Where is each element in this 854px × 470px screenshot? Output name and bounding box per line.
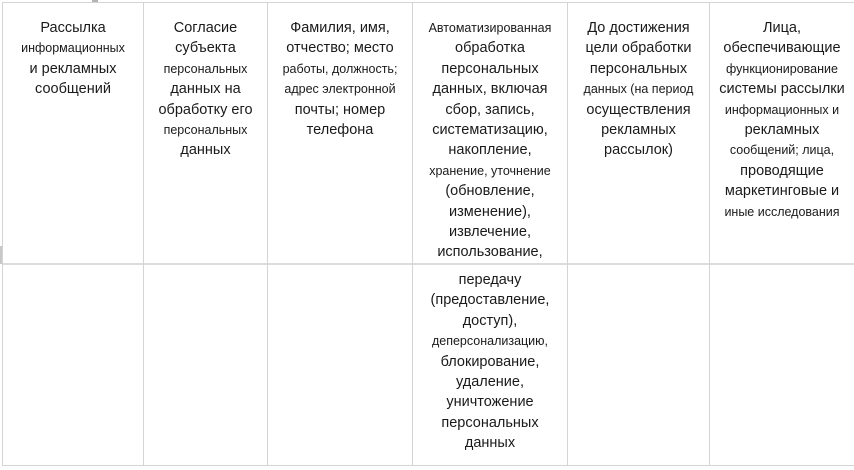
cell-text-line: рекламных: [744, 122, 820, 139]
cell-text-line: данных на: [170, 81, 241, 98]
cell-text-line: (обновление,: [445, 183, 535, 200]
cell-text-line: блокирование,: [440, 353, 540, 370]
row-divider: [2, 263, 854, 265]
cell-text-line: рассылок): [604, 142, 673, 159]
cell-text-line: (предоставление,: [430, 292, 550, 309]
cell-text-line: Согласие: [173, 20, 238, 36]
cell-text-line: передачу: [458, 272, 522, 288]
cell-text-line: обработка: [455, 40, 525, 57]
cell-text-line: телефона: [306, 122, 374, 139]
cell-text-line: До достижения: [587, 20, 690, 36]
cell-text-line: обработку его: [158, 101, 253, 118]
cell-text-line: данных, включая: [432, 81, 548, 98]
cell-text-line: деперсонализацию,: [431, 334, 549, 349]
table-border-top: [2, 2, 854, 3]
cell-text-line: информационных: [21, 41, 125, 56]
cell-text-line: иные исследования: [724, 204, 840, 219]
cell-text-line: персональных: [441, 60, 539, 77]
cell-recipients: [710, 18, 854, 222]
cell-text-line: отчество; место: [286, 40, 394, 57]
cell-text-line: осуществления: [586, 101, 691, 118]
cell-text-line: Рассылка: [40, 20, 106, 36]
cell-purpose: [3, 18, 143, 100]
cell-text-line: почты; номер: [294, 101, 386, 118]
cell-text-line: использование,: [437, 244, 543, 261]
cell-text-line: данных: [464, 435, 516, 452]
cell-legal-basis: [144, 18, 267, 161]
cell-text-line: Лица,: [762, 20, 801, 36]
cell-text-line: Автоматизированная: [428, 21, 552, 35]
cell-text-line: персональных: [163, 61, 248, 76]
cell-text-line: уничтожение: [446, 394, 534, 411]
cell-text-line: информационных и: [724, 102, 840, 117]
cell-text-line: и рекламных: [29, 60, 117, 77]
cell-text-line: доступ),: [462, 312, 518, 329]
cell-text-line: хранение, уточнение: [429, 163, 551, 178]
cell-text-line: извлечение,: [449, 224, 531, 241]
cell-text-line: персональных: [441, 414, 539, 431]
cell-text-line: маркетинговые и: [724, 183, 840, 200]
cell-text-line: Фамилия, имя,: [290, 20, 390, 36]
cell-data-scope: [268, 18, 412, 140]
cell-text-line: системы рассылки: [719, 81, 845, 98]
cell-text-line: удаление,: [455, 374, 525, 391]
cell-text-line: адрес электронной: [284, 82, 396, 97]
cell-processing: [413, 18, 567, 263]
cell-text-line: систематизацию,: [432, 122, 548, 139]
cell-text-line: работы, должность;: [282, 61, 398, 76]
table-border-bottom: [2, 465, 854, 466]
cell-text-line: персональных: [589, 60, 688, 77]
cell-text-line: проводящие: [740, 162, 824, 179]
cell-text-line: данных (на период: [583, 82, 694, 97]
cell-text-line: накопление,: [448, 142, 532, 159]
cell-text-line: сообщений; лица,: [729, 143, 835, 158]
cell-retention: [568, 18, 709, 161]
cell-text-line: обеспечивающие: [723, 40, 841, 57]
cell-processing-continued: [413, 270, 567, 454]
cell-text-line: сообщений: [35, 81, 111, 98]
cell-text-line: сбор, запись,: [445, 101, 535, 118]
cell-text-line: субъекта: [175, 40, 236, 57]
cell-text-line: функционирование: [726, 61, 838, 76]
cell-text-line: данных: [180, 142, 231, 159]
cell-text-line: изменение),: [449, 203, 531, 220]
cell-text-line: персональных: [163, 123, 248, 138]
cell-text-line: рекламных: [601, 122, 676, 139]
cell-text-line: цели обработки: [585, 40, 692, 57]
